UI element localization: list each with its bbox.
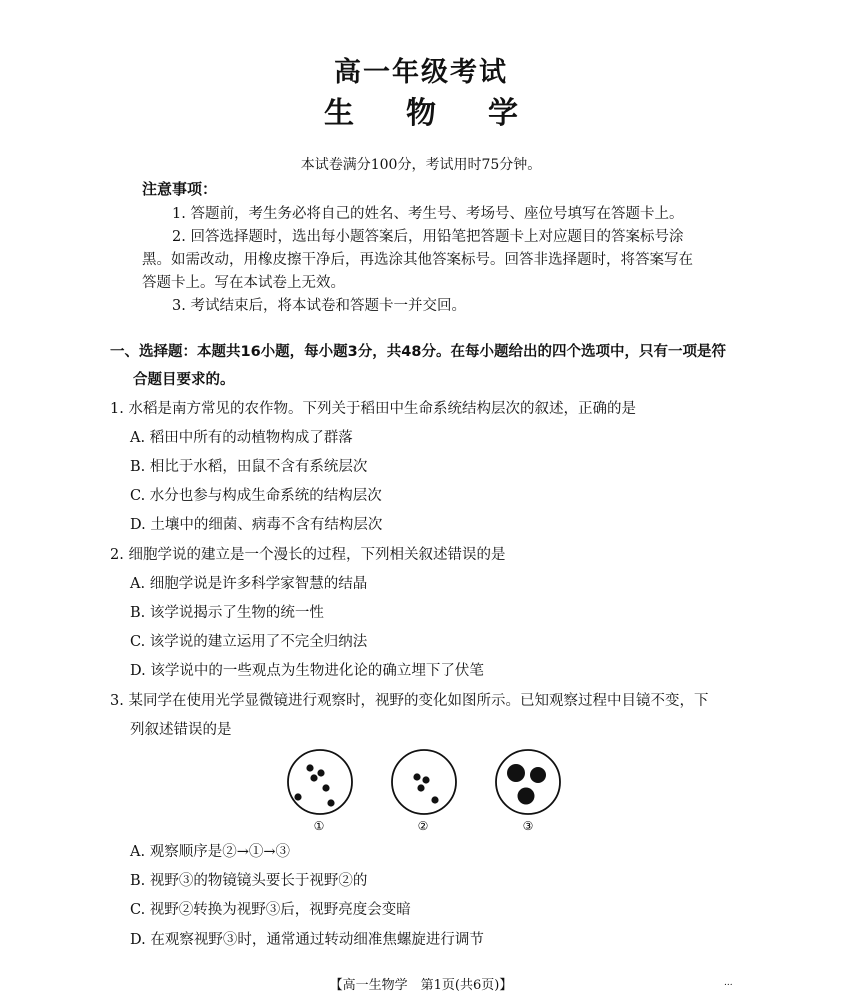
question-3-stem: 3. 某同学在使用光学显微镜进行观察时，视野的变化如图所示。已知观察过程中目镜不变，下 — [110, 693, 709, 709]
exam-title: 高一年级考试 — [334, 57, 508, 88]
question-3-stem-cont: 列叙述错误的是 — [130, 722, 232, 738]
subject-char: 物 — [406, 96, 436, 131]
question-3-option-c: C. 视野②转换为视野③后，视野亮度会变暗 — [130, 902, 411, 918]
page-footer: 【高一生物学 第1页(共6页)】 — [329, 978, 513, 993]
notice-item-2-line3: 答题卡上。写在本试卷上无效。 — [142, 275, 345, 291]
notice-item-2-line1: 2. 回答选择题时，选出每小题答案后，用铅笔把答题卡上对应题目的答案标号涂 — [172, 229, 684, 245]
question-1-option-d: D. 土壤中的细菌、病毒不含有结构层次 — [130, 517, 383, 533]
notice-item-3: 3. 考试结束后，将本试卷和答题卡一并交回。 — [172, 298, 466, 314]
question-3-option-a: A. 观察顺序是②→①→③ — [130, 844, 290, 860]
subject-title — [0, 88, 842, 132]
section-heading-cont: 合题目要求的。 — [133, 372, 235, 388]
score-note: 本试卷满分100分，考试用时75分钟。 — [300, 157, 542, 173]
question-1-stem: 1. 水稻是南方常见的农作物。下列关于稻田中生命系统结构层次的叙述，正确的是 — [110, 401, 636, 417]
question-3-option-d: D. 在观察视野③时，通常通过转动细准焦螺旋进行调节 — [130, 932, 484, 948]
field-label-2: ② — [417, 819, 429, 833]
section-heading: 一、选择题：本题共16小题，每小题3分，共48分。在每小题给出的四个选项中，只有一项是符 — [110, 344, 726, 360]
question-2-option-b: B. 该学说揭示了生物的统一性 — [130, 605, 324, 621]
question-1-option-b: B. 相比于水稻，田鼠不含有系统层次 — [130, 459, 368, 475]
notice-item-2-line2: 黑。如需改动，用橡皮擦干净后，再选涂其他答案标号。回答非选择题时，将答案写在 — [142, 252, 693, 268]
notice-item-1: 1. 答题前，考生务必将自己的姓名、考生号、考场号、座位号填写在答题卡上。 — [172, 206, 684, 222]
footer-mark: ... — [724, 978, 733, 988]
field-label-3: ③ — [522, 819, 534, 833]
field-view-1 — [288, 750, 352, 833]
notice-heading: 注意事项： — [142, 180, 218, 198]
question-1-option-a: A. 稻田中所有的动植物构成了群落 — [130, 430, 353, 446]
field-view-2 — [392, 750, 456, 833]
subject-char: 学 — [488, 96, 518, 131]
question-2-option-a: A. 细胞学说是许多科学家智慧的结晶 — [130, 576, 368, 592]
question-3-option-b: B. 视野③的物镜镜头要长于视野②的 — [130, 873, 368, 889]
subject-char: 生 — [324, 96, 354, 131]
question-2-option-d: D. 该学说中的一些观点为生物进化论的确立埋下了伏笔 — [130, 663, 484, 679]
question-1-option-c: C. 水分也参与构成生命系统的结构层次 — [130, 488, 382, 504]
question-2-option-c: C. 该学说的建立运用了不完全归纳法 — [130, 634, 368, 650]
question-2-stem: 2. 细胞学说的建立是一个漫长的过程，下列相关叙述错误的是 — [110, 547, 506, 563]
field-view-3 — [496, 750, 560, 833]
field-label-1: ① — [313, 819, 325, 833]
microscope-fields-figure — [276, 748, 566, 836]
